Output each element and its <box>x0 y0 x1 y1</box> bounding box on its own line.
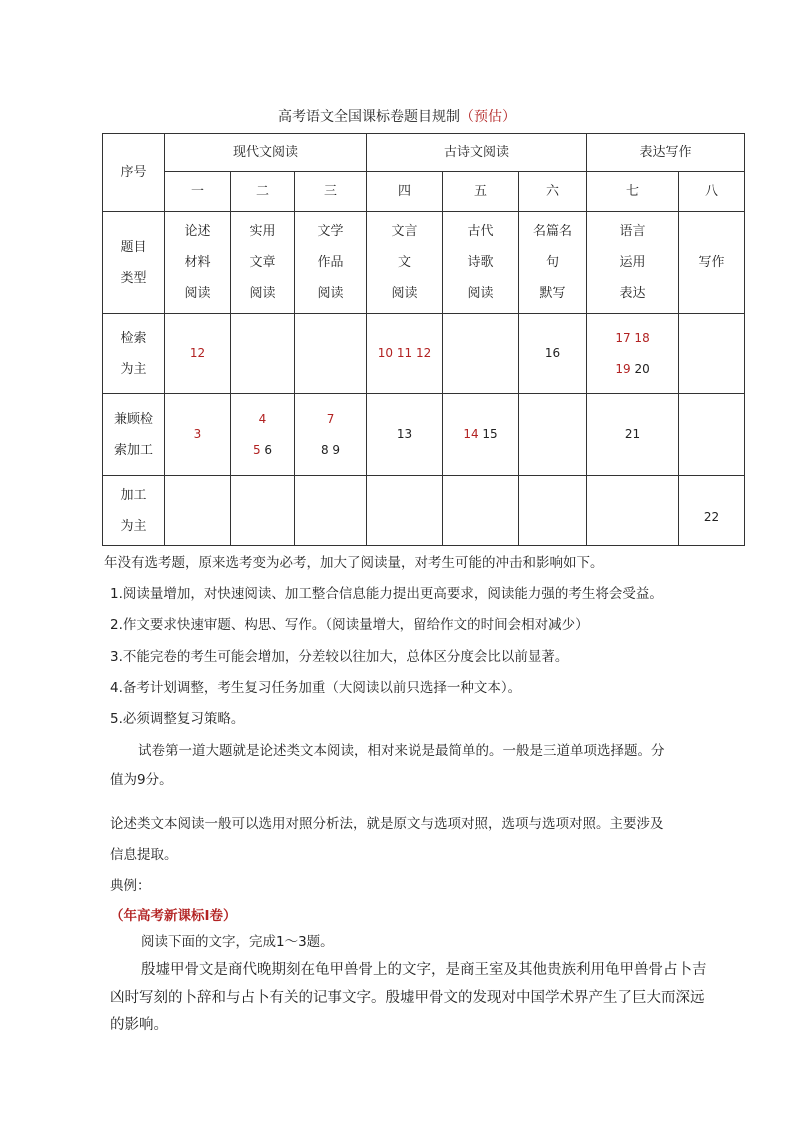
type-line: 写作 <box>698 255 725 270</box>
cell-search-8 <box>679 314 745 394</box>
row-label-line: 为主 <box>120 361 147 377</box>
cell-both-3 <box>295 394 367 476</box>
cell-both-5 <box>443 394 519 476</box>
cell-process-7 <box>587 476 679 546</box>
list-item: 3.不能完卷的考生可能会增加，分差较以往加大，总体区分度会比以前显著。 <box>110 649 569 665</box>
cell-value: 15 <box>482 427 498 441</box>
list-item: 2.作文要求快速审题、构思、写作。（阅读量增大，留给作文的时间会相对减少） <box>110 617 589 633</box>
cell-process-2 <box>231 476 295 546</box>
cell-line: 8 9 <box>320 442 341 457</box>
paragraph: 殷墟甲骨文是商代晚期刻在龟甲兽骨上的文字，是商王室及其他贵族利用龟甲兽骨占卜吉 <box>141 962 707 978</box>
table-row <box>103 134 745 172</box>
type-label-line: 类型 <box>120 270 147 286</box>
type-label-line: 题目 <box>120 239 147 255</box>
cell-process-1 <box>165 476 231 546</box>
group-modern-reading: 现代文阅读 <box>165 134 367 172</box>
paragraph: 的影响。 <box>110 1017 168 1033</box>
page-title <box>0 106 794 126</box>
row-label-line: 检索 <box>120 330 147 346</box>
cell-value: 14 <box>463 427 479 441</box>
type-line: 表达 <box>619 286 646 301</box>
type-line: 默写 <box>539 286 566 301</box>
cell-process-6 <box>519 476 587 546</box>
type-cell <box>443 212 519 314</box>
type-cell <box>679 212 745 314</box>
cell-value: 20 <box>634 361 650 376</box>
header-seq: 序号 <box>103 134 165 212</box>
numeral-cell: 七 <box>587 172 679 212</box>
list-item: 4.备考计划调整，考生复习任务加重（大阅读以前只选择一种文本）。 <box>110 680 522 696</box>
list-item: 5.必须调整复习策略。 <box>110 711 245 727</box>
cell-value: 22 <box>703 510 720 524</box>
paragraph: 信息提取。 <box>110 847 178 863</box>
table-row <box>103 212 745 314</box>
paragraph: 试卷第一道大题就是论述类文本阅读，相对来说是最简单的。一般是三道单项选择题。分 <box>138 743 665 759</box>
cell-both-6 <box>519 394 587 476</box>
table-row <box>103 314 745 394</box>
title-main: 高考语文全国课标卷题目规制 <box>278 109 460 125</box>
paragraph: 值为9分。 <box>110 772 173 788</box>
cell-search-3 <box>295 314 367 394</box>
type-line: 句 <box>546 255 560 270</box>
example-source: （年高考新课标Ⅰ卷） <box>110 908 237 924</box>
table-row <box>103 172 745 212</box>
exam-structure-table <box>102 133 745 546</box>
cell-line: 17 18 <box>615 330 650 345</box>
cell-search-1: 12 <box>165 314 231 394</box>
type-line: 文章 <box>249 255 276 270</box>
type-cell <box>587 212 679 314</box>
type-line: 文言 <box>391 224 418 239</box>
row-label-line: 为主 <box>120 518 147 534</box>
numeral-cell: 三 <box>295 172 367 212</box>
paragraph: 年没有选考题，原来选考变为必考，加大了阅读量，对考生可能的冲击和影响如下。 <box>104 555 604 571</box>
cell-value: 19 <box>615 361 631 376</box>
cell-process-4 <box>367 476 443 546</box>
numeral-cell: 八 <box>679 172 745 212</box>
numeral-cell: 五 <box>443 172 519 212</box>
paragraph: 论述类文本阅读一般可以选用对照分析法，就是原文与选项对照，选项与选项对照。主要涉及 <box>110 816 664 832</box>
type-line: 论述 <box>184 224 211 239</box>
cell-search-4: 10 11 12 <box>367 314 443 394</box>
type-line: 文学 <box>317 224 344 239</box>
type-line: 运用 <box>619 255 646 270</box>
cell-both-8 <box>679 394 745 476</box>
cell-value: 5 <box>252 442 261 457</box>
numeral-cell: 四 <box>367 172 443 212</box>
cell-both-1: 3 <box>165 394 231 476</box>
type-label-cell <box>103 212 165 314</box>
cell-process-5 <box>443 476 519 546</box>
type-line: 作品 <box>317 255 344 270</box>
group-classical-reading: 古诗文阅读 <box>367 134 587 172</box>
paragraph: 凶时写刻的卜辞和与占卜有关的记事文字。殷墟甲骨文的发现对中国学术界产生了巨大而深远 <box>110 990 705 1006</box>
type-line: 阅读 <box>317 286 344 301</box>
type-line: 诗歌 <box>467 255 494 270</box>
row-label-process <box>103 476 165 546</box>
title-paren-close: ） <box>502 109 516 125</box>
numeral-cell: 一 <box>165 172 231 212</box>
row-label-line: 兼顾检 <box>113 411 153 427</box>
cell-line <box>231 435 294 466</box>
cell-search-5 <box>443 314 519 394</box>
numeral-cell: 六 <box>519 172 587 212</box>
table-row <box>103 476 745 546</box>
example-heading: 典例： <box>110 878 151 894</box>
type-line: 古代 <box>467 224 494 239</box>
cell-search-7 <box>587 314 679 394</box>
type-cell <box>165 212 231 314</box>
group-writing: 表达写作 <box>587 134 745 172</box>
cell-both-4: 13 <box>367 394 443 476</box>
type-line: 材料 <box>184 255 211 270</box>
cell-value: 6 <box>264 442 273 457</box>
cell-both-7: 21 <box>587 394 679 476</box>
type-line: 语言 <box>619 224 646 239</box>
type-line: 阅读 <box>467 286 494 301</box>
type-line: 阅读 <box>184 286 211 301</box>
cell-process-8 <box>679 476 745 546</box>
type-line: 阅读 <box>391 286 418 301</box>
type-cell <box>295 212 367 314</box>
numeral-cell: 二 <box>231 172 295 212</box>
table-row <box>103 394 745 476</box>
paragraph: 阅读下面的文字，完成1～3题。 <box>141 934 334 950</box>
list-item: 1.阅读量增加，对快速阅读、加工整合信息能力提出更高要求，阅读能力强的考生将会受益。 <box>110 586 663 602</box>
type-line: 实用 <box>249 224 276 239</box>
type-cell <box>231 212 295 314</box>
type-cell <box>367 212 443 314</box>
cell-line: 4 <box>258 411 267 426</box>
cell-line <box>587 354 678 385</box>
type-line: 阅读 <box>249 286 276 301</box>
row-label-search <box>103 314 165 394</box>
title-paren-open: （ <box>460 109 474 125</box>
title-estimate: 预估 <box>474 109 502 125</box>
cell-search-2 <box>231 314 295 394</box>
cell-search-6: 16 <box>519 314 587 394</box>
row-label-line: 索加工 <box>113 442 153 458</box>
type-cell <box>519 212 587 314</box>
type-line: 名篇名 <box>533 224 573 239</box>
cell-both-2 <box>231 394 295 476</box>
type-line: 文 <box>398 255 412 270</box>
cell-line: 7 <box>326 411 335 426</box>
row-label-line: 加工 <box>120 487 147 503</box>
cell-process-3 <box>295 476 367 546</box>
row-label-both <box>103 394 165 476</box>
